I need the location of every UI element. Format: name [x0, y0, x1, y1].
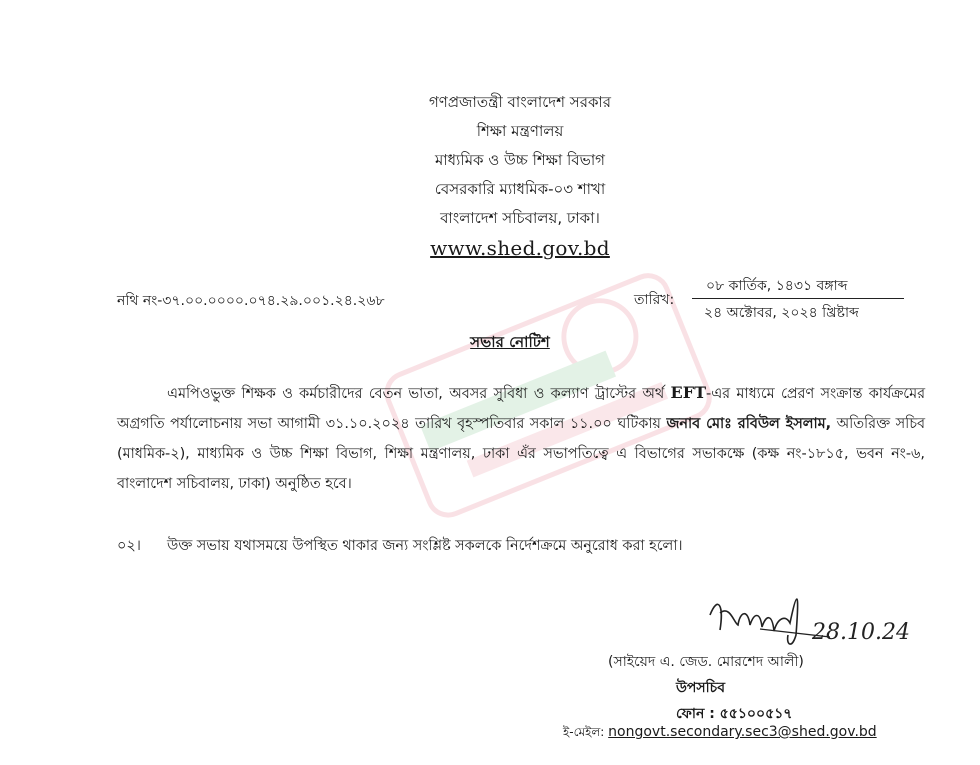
- division-name: মাধ্যমিক ও উচ্চ শিক্ষা বিভাগ: [434, 151, 606, 169]
- signatory-phone: ফোন : ৫৫১০০৫১৭: [676, 706, 793, 722]
- point-number: ০২।: [117, 538, 141, 554]
- date-bangla: ০৮ কার্তিক, ১৪৩১ বঙ্গাব্দ: [692, 274, 904, 299]
- notice-title: সভার নোটিশ: [470, 333, 550, 351]
- para-chairperson: জনাব মোঃ রবিউল ইসলাম,: [666, 416, 832, 432]
- office-header: [300, 88, 740, 263]
- ministry-name: শিক্ষা মন্ত্রণালয়: [476, 122, 564, 140]
- signatory-title: উপসচিব: [676, 680, 726, 696]
- para-eft: EFT: [670, 383, 707, 402]
- notice-paragraph: [117, 378, 925, 499]
- date-block: [692, 274, 904, 325]
- date-gregorian: ২৪ অক্টোবর, ২০২৪ খ্রিষ্টাব্দ: [704, 305, 859, 321]
- website-link[interactable]: www.shed.gov.bd: [430, 236, 610, 260]
- memo-number: নথি নং-৩৭.০০.০০০০.০৭৪.২৯.০০১.২৪.২৬৮: [117, 293, 385, 309]
- para-text-1: এমপিওভুক্ত শিক্ষক ও কর্মচারীদের বেতন ভাতা, অবসর সুবিধা ও কল্যাণ ট্রাস্টের অর্থ: [167, 386, 671, 402]
- point-text: উক্ত সভায় যথাসময়ে উপস্থিত থাকার জন্য সংশ্লিষ্ট সকলকে নির্দেশক্রমে অনুরোধ করা হলো।: [167, 538, 683, 554]
- notice-point-2: [117, 532, 925, 560]
- email-label: ই-মেইল:: [563, 725, 605, 739]
- office-address: বাংলাদেশ সচিবালয়, ঢাকা।: [440, 209, 600, 227]
- date-label: তারিখ:: [634, 292, 675, 308]
- signatory-email: [563, 724, 877, 744]
- para-text-2: -এর মাধ্যমে প্রেরণ সংক্রান্ত কার্যক্রমের অগ্রগতি পর্যালোচনায় সভা আগামী ৩১.১০.২০২৪ তারিখ বৃহস্পতিবার সকাল ১১.০০ ঘটিকায়: [117, 386, 925, 432]
- section-name: বেসরকারি ম্যাধমিক-০৩ শাখা: [434, 180, 606, 198]
- svg-text:28.10.24: 28.10.24: [812, 620, 910, 645]
- para-text-3: অতিরিক্ত সচিব (মাধমিক-২), মাধ্যমিক ও উচ্চ শিক্ষা বিভাগ, শিক্ষা মন্ত্রণালয়, ঢাকা এঁর সভাপতিত্বে এ বিভাগের সভাকক্ষে (কক্ষ নং-১৮১৫, ভবন নং-৬, বাংলাদেশ সচিবালয়, ঢাকা) অনুষ্ঠিত হবে।: [117, 416, 926, 492]
- government-name: গণপ্রজাতন্ত্রী বাংলাদেশ সরকার: [428, 93, 612, 111]
- handwritten-signature: [700, 575, 920, 655]
- email-link[interactable]: nongovt.secondary.sec3@shed.gov.bd: [608, 724, 877, 740]
- signatory-name: (সাইয়েদ এ. জেড. মোরশেদ আলী): [608, 654, 804, 670]
